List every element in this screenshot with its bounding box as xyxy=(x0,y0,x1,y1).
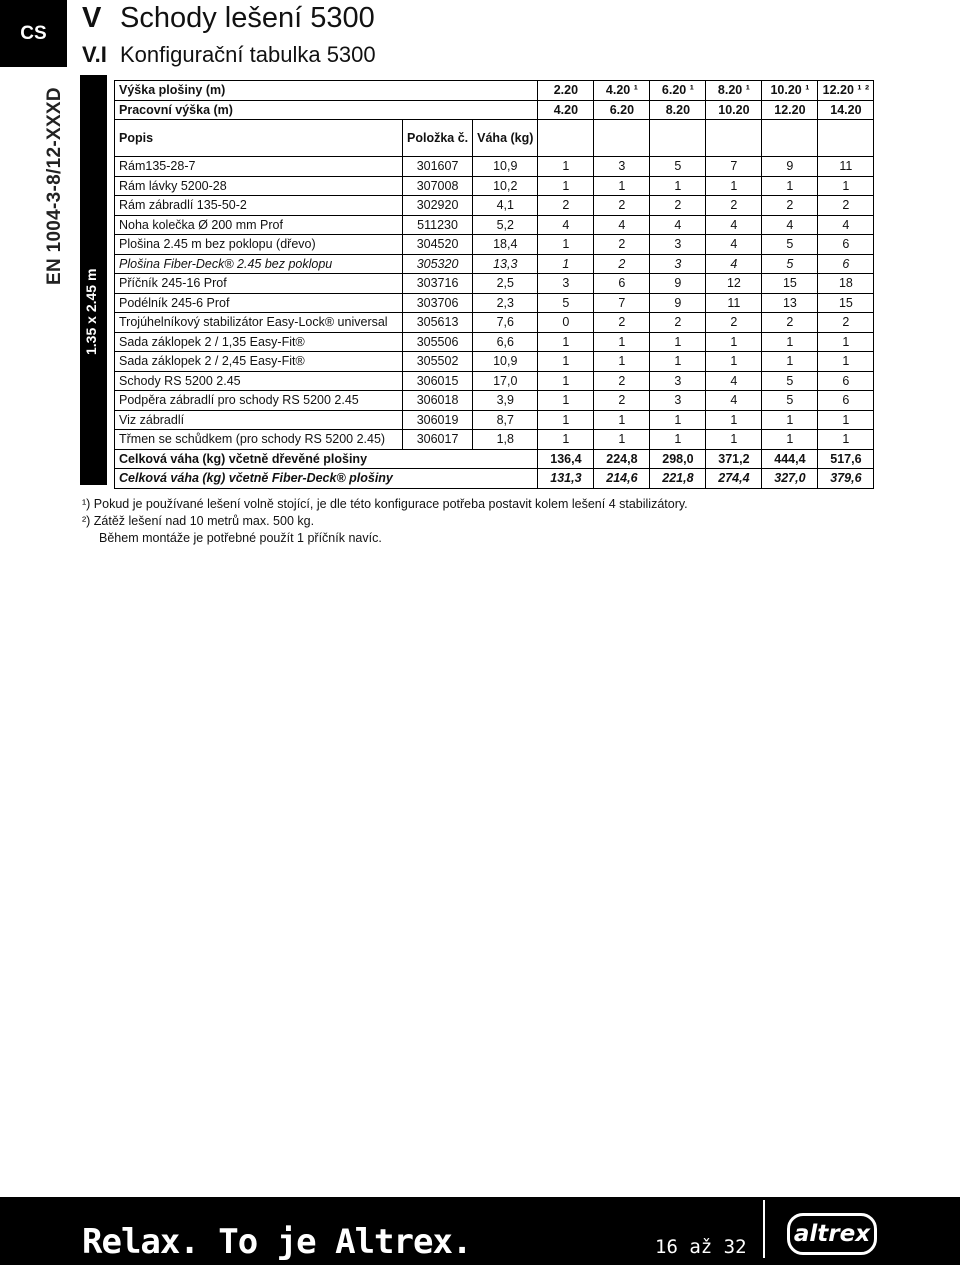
component-weight: 18,4 xyxy=(473,235,538,255)
quantity-cell: 1 xyxy=(762,176,818,196)
quantity-cell: 3 xyxy=(650,235,706,255)
footer-divider xyxy=(763,1200,765,1258)
empty-header-cell xyxy=(706,120,762,157)
quantity-cell: 1 xyxy=(818,410,874,430)
quantity-cell: 3 xyxy=(650,371,706,391)
platform-height-value: 6.20 ¹ xyxy=(650,81,706,101)
quantity-cell: 9 xyxy=(650,293,706,313)
column-header-popis: Popis xyxy=(115,120,403,157)
component-name: Schody RS 5200 2.45 xyxy=(115,371,403,391)
quantity-cell: 1 xyxy=(650,410,706,430)
quantity-cell: 2 xyxy=(650,196,706,216)
quantity-cell: 4 xyxy=(538,215,594,235)
quantity-cell: 1 xyxy=(706,410,762,430)
quantity-cell: 4 xyxy=(650,215,706,235)
quantity-cell: 1 xyxy=(650,430,706,450)
component-row xyxy=(115,352,874,372)
altrex-logo: altrex xyxy=(787,1213,877,1255)
quantity-cell: 1 xyxy=(818,332,874,352)
column-header-row xyxy=(115,120,874,157)
total-fiber-row xyxy=(115,469,874,489)
quantity-cell: 2 xyxy=(594,371,650,391)
quantity-cell: 6 xyxy=(818,235,874,255)
component-row xyxy=(115,215,874,235)
quantity-cell: 5 xyxy=(650,157,706,177)
quantity-cell: 1 xyxy=(538,430,594,450)
component-name: Příčník 245-16 Prof xyxy=(115,274,403,294)
component-weight: 10,9 xyxy=(473,352,538,372)
quantity-cell: 1 xyxy=(706,430,762,450)
quantity-cell: 5 xyxy=(762,391,818,411)
quantity-cell: 4 xyxy=(594,215,650,235)
work-height-value: 6.20 xyxy=(594,100,650,120)
component-name: Podpěra zábradlí pro schody RS 5200 2.45 xyxy=(115,391,403,411)
quantity-cell: 1 xyxy=(538,235,594,255)
empty-header-cell xyxy=(650,120,706,157)
quantity-cell: 1 xyxy=(538,176,594,196)
quantity-cell: 4 xyxy=(762,215,818,235)
quantity-cell: 15 xyxy=(762,274,818,294)
component-name: Třmen se schůdkem (pro schody RS 5200 2.45) xyxy=(115,430,403,450)
quantity-cell: 3 xyxy=(650,391,706,411)
quantity-cell: 1 xyxy=(594,430,650,450)
quantity-cell: 1 xyxy=(650,332,706,352)
item-number: 303706 xyxy=(403,293,473,313)
quantity-cell: 2 xyxy=(818,313,874,333)
quantity-cell: 2 xyxy=(818,196,874,216)
component-weight: 17,0 xyxy=(473,371,538,391)
total-wood-label: Celková váha (kg) včetně dřevěné plošiny xyxy=(115,449,538,469)
quantity-cell: 2 xyxy=(594,391,650,411)
component-name: Rám lávky 5200-28 xyxy=(115,176,403,196)
component-weight: 10,9 xyxy=(473,157,538,177)
component-row xyxy=(115,410,874,430)
footer-slogan: Relax. To je Altrex. xyxy=(82,1222,472,1262)
total-wood-value: 371,2 xyxy=(706,449,762,469)
component-name: Podélník 245-6 Prof xyxy=(115,293,403,313)
item-number: 306015 xyxy=(403,371,473,391)
item-number: 306018 xyxy=(403,391,473,411)
total-wood-value: 444,4 xyxy=(762,449,818,469)
footnote-2-cont: Během montáže je potřebné použít 1 příčník navíc. xyxy=(99,531,382,545)
component-weight: 2,3 xyxy=(473,293,538,313)
quantity-cell: 5 xyxy=(762,371,818,391)
quantity-cell: 2 xyxy=(594,196,650,216)
quantity-cell: 11 xyxy=(706,293,762,313)
quantity-cell: 1 xyxy=(762,430,818,450)
component-name: Noha kolečka Ø 200 mm Prof xyxy=(115,215,403,235)
quantity-cell: 7 xyxy=(594,293,650,313)
quantity-cell: 18 xyxy=(818,274,874,294)
quantity-cell: 3 xyxy=(538,274,594,294)
quantity-cell: 1 xyxy=(594,176,650,196)
quantity-cell: 4 xyxy=(706,215,762,235)
total-fiber-value: 214,6 xyxy=(594,469,650,489)
work-height-value: 12.20 xyxy=(762,100,818,120)
language-tab: CS xyxy=(0,0,67,67)
platform-height-value: 10.20 ¹ xyxy=(762,81,818,101)
item-number: 303716 xyxy=(403,274,473,294)
subsection-title: Konfigurační tabulka 5300 xyxy=(120,42,376,67)
total-wood-value: 517,6 xyxy=(818,449,874,469)
total-wood-row xyxy=(115,449,874,469)
item-number: 305613 xyxy=(403,313,473,333)
item-number: 306019 xyxy=(403,410,473,430)
platform-height-row xyxy=(115,81,874,101)
quantity-cell: 6 xyxy=(818,254,874,274)
total-wood-value: 136,4 xyxy=(538,449,594,469)
footnotes xyxy=(82,496,688,547)
quantity-cell: 4 xyxy=(818,215,874,235)
page-title: Schody lešení 5300 xyxy=(120,2,375,34)
empty-header-cell xyxy=(818,120,874,157)
footnote-2: ²) Zátěž lešení nad 10 metrů max. 500 kg. xyxy=(82,514,315,528)
quantity-cell: 2 xyxy=(594,235,650,255)
quantity-cell: 2 xyxy=(706,196,762,216)
component-row xyxy=(115,430,874,450)
quantity-cell: 2 xyxy=(650,313,706,333)
component-weight: 5,2 xyxy=(473,215,538,235)
item-number: 307008 xyxy=(403,176,473,196)
quantity-cell: 2 xyxy=(762,196,818,216)
work-height-value: 14.20 xyxy=(818,100,874,120)
quantity-cell: 4 xyxy=(706,235,762,255)
quantity-cell: 1 xyxy=(594,332,650,352)
item-number: 305502 xyxy=(403,352,473,372)
quantity-cell: 4 xyxy=(706,391,762,411)
quantity-cell: 1 xyxy=(650,352,706,372)
component-name: Plošina Fiber-Deck® 2.45 bez poklopu xyxy=(115,254,403,274)
platform-height-label: Výška plošiny (m) xyxy=(115,81,538,101)
empty-header-cell xyxy=(538,120,594,157)
quantity-cell: 1 xyxy=(538,410,594,430)
platform-height-value: 12.20 ¹ ² xyxy=(818,81,874,101)
total-fiber-value: 131,3 xyxy=(538,469,594,489)
quantity-cell: 4 xyxy=(706,371,762,391)
empty-header-cell xyxy=(762,120,818,157)
quantity-cell: 1 xyxy=(538,371,594,391)
column-header-weight: Váha (kg) xyxy=(473,120,538,157)
item-number: 511230 xyxy=(403,215,473,235)
quantity-cell: 9 xyxy=(650,274,706,294)
platform-height-value: 2.20 xyxy=(538,81,594,101)
component-name: Viz zábradlí xyxy=(115,410,403,430)
side-size-label: 1.35 x 2.45 m xyxy=(83,268,99,355)
component-weight: 10,2 xyxy=(473,176,538,196)
total-fiber-value: 274,4 xyxy=(706,469,762,489)
quantity-cell: 7 xyxy=(706,157,762,177)
quantity-cell: 1 xyxy=(762,352,818,372)
quantity-cell: 0 xyxy=(538,313,594,333)
component-weight: 1,8 xyxy=(473,430,538,450)
component-row xyxy=(115,371,874,391)
total-fiber-value: 327,0 xyxy=(762,469,818,489)
quantity-cell: 12 xyxy=(706,274,762,294)
standard-code: EN 1004-3-8/12-XXXD xyxy=(44,87,65,285)
component-row xyxy=(115,313,874,333)
component-name: Rám135-28-7 xyxy=(115,157,403,177)
configuration-table xyxy=(114,80,874,489)
component-row xyxy=(115,274,874,294)
work-height-value: 8.20 xyxy=(650,100,706,120)
quantity-cell: 6 xyxy=(818,371,874,391)
subsection-number: V.I xyxy=(82,42,107,67)
quantity-cell: 5 xyxy=(762,235,818,255)
quantity-cell: 1 xyxy=(762,410,818,430)
total-wood-value: 298,0 xyxy=(650,449,706,469)
component-name: Rám zábradlí 135-50-2 xyxy=(115,196,403,216)
quantity-cell: 1 xyxy=(650,176,706,196)
quantity-cell: 6 xyxy=(594,274,650,294)
quantity-cell: 1 xyxy=(538,391,594,411)
component-weight: 4,1 xyxy=(473,196,538,216)
quantity-cell: 2 xyxy=(706,313,762,333)
quantity-cell: 5 xyxy=(538,293,594,313)
empty-header-cell xyxy=(594,120,650,157)
quantity-cell: 2 xyxy=(594,313,650,333)
item-number: 306017 xyxy=(403,430,473,450)
component-name: Sada záklopek 2 / 1,35 Easy-Fit® xyxy=(115,332,403,352)
quantity-cell: 1 xyxy=(818,352,874,372)
work-height-row xyxy=(115,100,874,120)
quantity-cell: 15 xyxy=(818,293,874,313)
quantity-cell: 1 xyxy=(594,410,650,430)
work-height-label: Pracovní výška (m) xyxy=(115,100,538,120)
quantity-cell: 1 xyxy=(538,157,594,177)
quantity-cell: 1 xyxy=(762,332,818,352)
component-row xyxy=(115,391,874,411)
page-number: 16 až 32 xyxy=(655,1236,747,1258)
component-weight: 8,7 xyxy=(473,410,538,430)
item-number: 302920 xyxy=(403,196,473,216)
quantity-cell: 1 xyxy=(538,254,594,274)
item-number: 304520 xyxy=(403,235,473,255)
quantity-cell: 5 xyxy=(762,254,818,274)
component-name: Plošina 2.45 m bez poklopu (dřevo) xyxy=(115,235,403,255)
component-row xyxy=(115,254,874,274)
quantity-cell: 1 xyxy=(594,352,650,372)
quantity-cell: 1 xyxy=(538,352,594,372)
component-weight: 2,5 xyxy=(473,274,538,294)
item-number: 301607 xyxy=(403,157,473,177)
platform-height-value: 4.20 ¹ xyxy=(594,81,650,101)
section-letter: V xyxy=(82,2,102,34)
quantity-cell: 1 xyxy=(818,430,874,450)
platform-height-value: 8.20 ¹ xyxy=(706,81,762,101)
total-fiber-value: 221,8 xyxy=(650,469,706,489)
component-weight: 13,3 xyxy=(473,254,538,274)
total-fiber-label: Celková váha (kg) včetně Fiber-Deck® plošiny xyxy=(115,469,538,489)
quantity-cell: 13 xyxy=(762,293,818,313)
component-row xyxy=(115,157,874,177)
quantity-cell: 1 xyxy=(818,176,874,196)
quantity-cell: 1 xyxy=(706,332,762,352)
quantity-cell: 1 xyxy=(706,176,762,196)
component-row xyxy=(115,332,874,352)
quantity-cell: 2 xyxy=(538,196,594,216)
quantity-cell: 3 xyxy=(650,254,706,274)
total-wood-value: 224,8 xyxy=(594,449,650,469)
component-name: Sada záklopek 2 / 2,45 Easy-Fit® xyxy=(115,352,403,372)
component-row xyxy=(115,293,874,313)
quantity-cell: 1 xyxy=(538,332,594,352)
total-fiber-value: 379,6 xyxy=(818,469,874,489)
quantity-cell: 3 xyxy=(594,157,650,177)
quantity-cell: 1 xyxy=(706,352,762,372)
footnote-1: ¹) Pokud je používané lešení volně stojící, je dle této konfigurace potřeba postavit kolem lešení 4 stabilizátory. xyxy=(82,497,688,511)
quantity-cell: 4 xyxy=(706,254,762,274)
component-row xyxy=(115,176,874,196)
component-weight: 3,9 xyxy=(473,391,538,411)
item-number: 305506 xyxy=(403,332,473,352)
column-header-item-no: Položka č. xyxy=(403,120,473,157)
component-weight: 6,6 xyxy=(473,332,538,352)
quantity-cell: 2 xyxy=(594,254,650,274)
item-number: 305320 xyxy=(403,254,473,274)
component-row xyxy=(115,235,874,255)
quantity-cell: 11 xyxy=(818,157,874,177)
component-weight: 7,6 xyxy=(473,313,538,333)
component-name: Trojúhelníkový stabilizátor Easy-Lock® universal xyxy=(115,313,403,333)
component-row xyxy=(115,196,874,216)
quantity-cell: 9 xyxy=(762,157,818,177)
work-height-value: 10.20 xyxy=(706,100,762,120)
quantity-cell: 6 xyxy=(818,391,874,411)
quantity-cell: 2 xyxy=(762,313,818,333)
work-height-value: 4.20 xyxy=(538,100,594,120)
